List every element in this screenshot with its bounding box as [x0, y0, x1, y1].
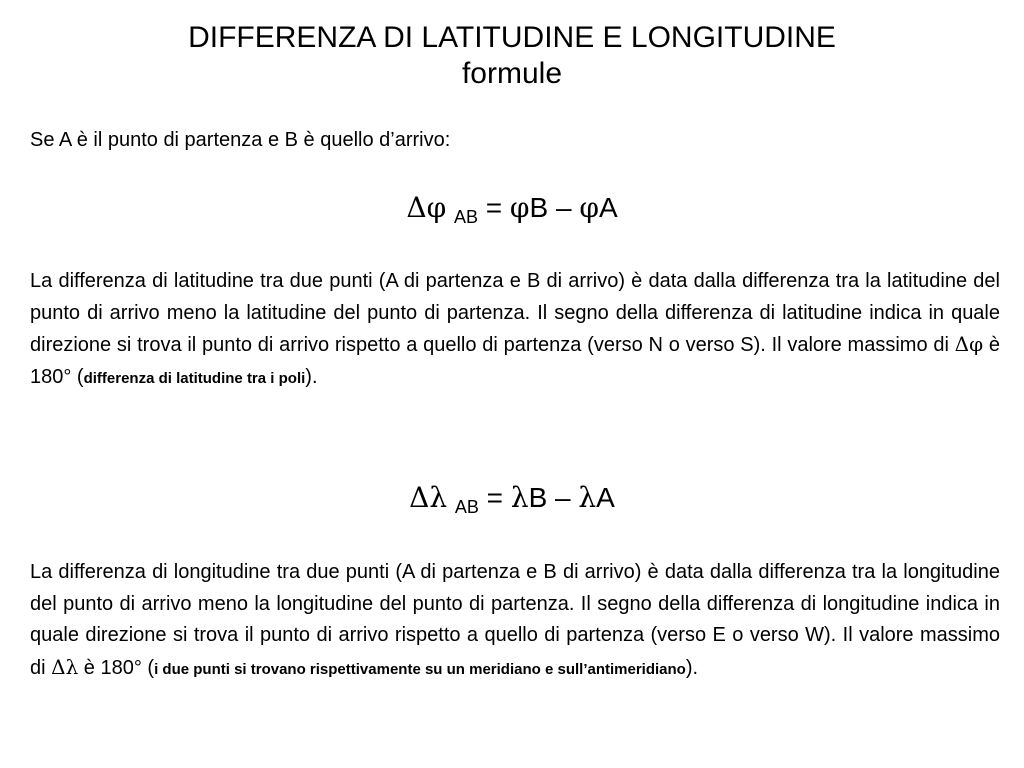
delta-phi-symbol: Δφ: [406, 191, 447, 224]
paragraph-end: ).: [685, 656, 699, 679]
formula-minus: –: [548, 192, 580, 223]
formula-term: A: [598, 192, 618, 223]
lambda-symbol: λ: [510, 481, 529, 514]
paragraph-note: i due punti si trovano rispettivamente su un meridiano e sull’antimeridiano: [154, 660, 686, 678]
formula-term: A: [596, 482, 615, 513]
paragraph-note: differenza di latitudine tra i poli: [83, 369, 306, 387]
paragraph-text: La differenza di latitudine tra due punti (A di partenza e B di arrivo) è data dalla differenza tra la latitudine del punto di arrivo meno la latitudine del punto di partenza. Il segno della differenza di latitudine indica in quale direzione si trova il punto di arrivo rispetto a quello di partenza (verso N o verso S). Il valore massimo di: [30, 270, 1000, 356]
latitude-paragraph: [30, 266, 1000, 394]
delta-phi-symbol: Δφ: [954, 332, 984, 356]
longitude-paragraph: [30, 557, 1000, 685]
phi-symbol: φ: [509, 191, 530, 224]
formula-subscript: AB: [454, 497, 479, 517]
lambda-symbol: λ: [578, 481, 597, 514]
title-main: DIFFERENZA DI LATITUDINE E LONGITUDINE: [188, 21, 836, 54]
phi-symbol: φ: [579, 191, 599, 224]
intro-text: Se A è il punto di partenza e B è quello d’arrivo:: [30, 129, 451, 151]
delta-lambda-symbol: Δλ: [51, 654, 79, 679]
formula-equals: =: [477, 192, 510, 223]
paragraph-text: è 180° (: [30, 334, 1000, 388]
formula-equals: =: [478, 482, 511, 513]
slide-title: [0, 20, 1024, 92]
title-sub: formule: [461, 57, 563, 90]
paragraph-end: ).: [305, 365, 318, 388]
formula-minus: –: [547, 482, 579, 513]
paragraph-text: è 180° (: [78, 656, 155, 679]
latitude-difference-formula: [0, 190, 1024, 235]
formula-subscript: AB: [453, 207, 478, 227]
longitude-difference-formula: [0, 480, 1024, 525]
formula-term: B: [528, 482, 548, 513]
formula-term: B: [529, 192, 549, 223]
delta-lambda-symbol: Δλ: [409, 481, 448, 514]
paragraph-text: La differenza di longitudine tra due punti (A di partenza e B di arrivo) è data dalla differenza tra la longitudine del punto di arrivo meno la longitudine del punto di partenza. Il segno della differenza di longitudine indica in quale direzione si trova il punto di arrivo rispetto a quello di partenza (verso E o verso W). Il valore massimo di: [30, 561, 1000, 679]
